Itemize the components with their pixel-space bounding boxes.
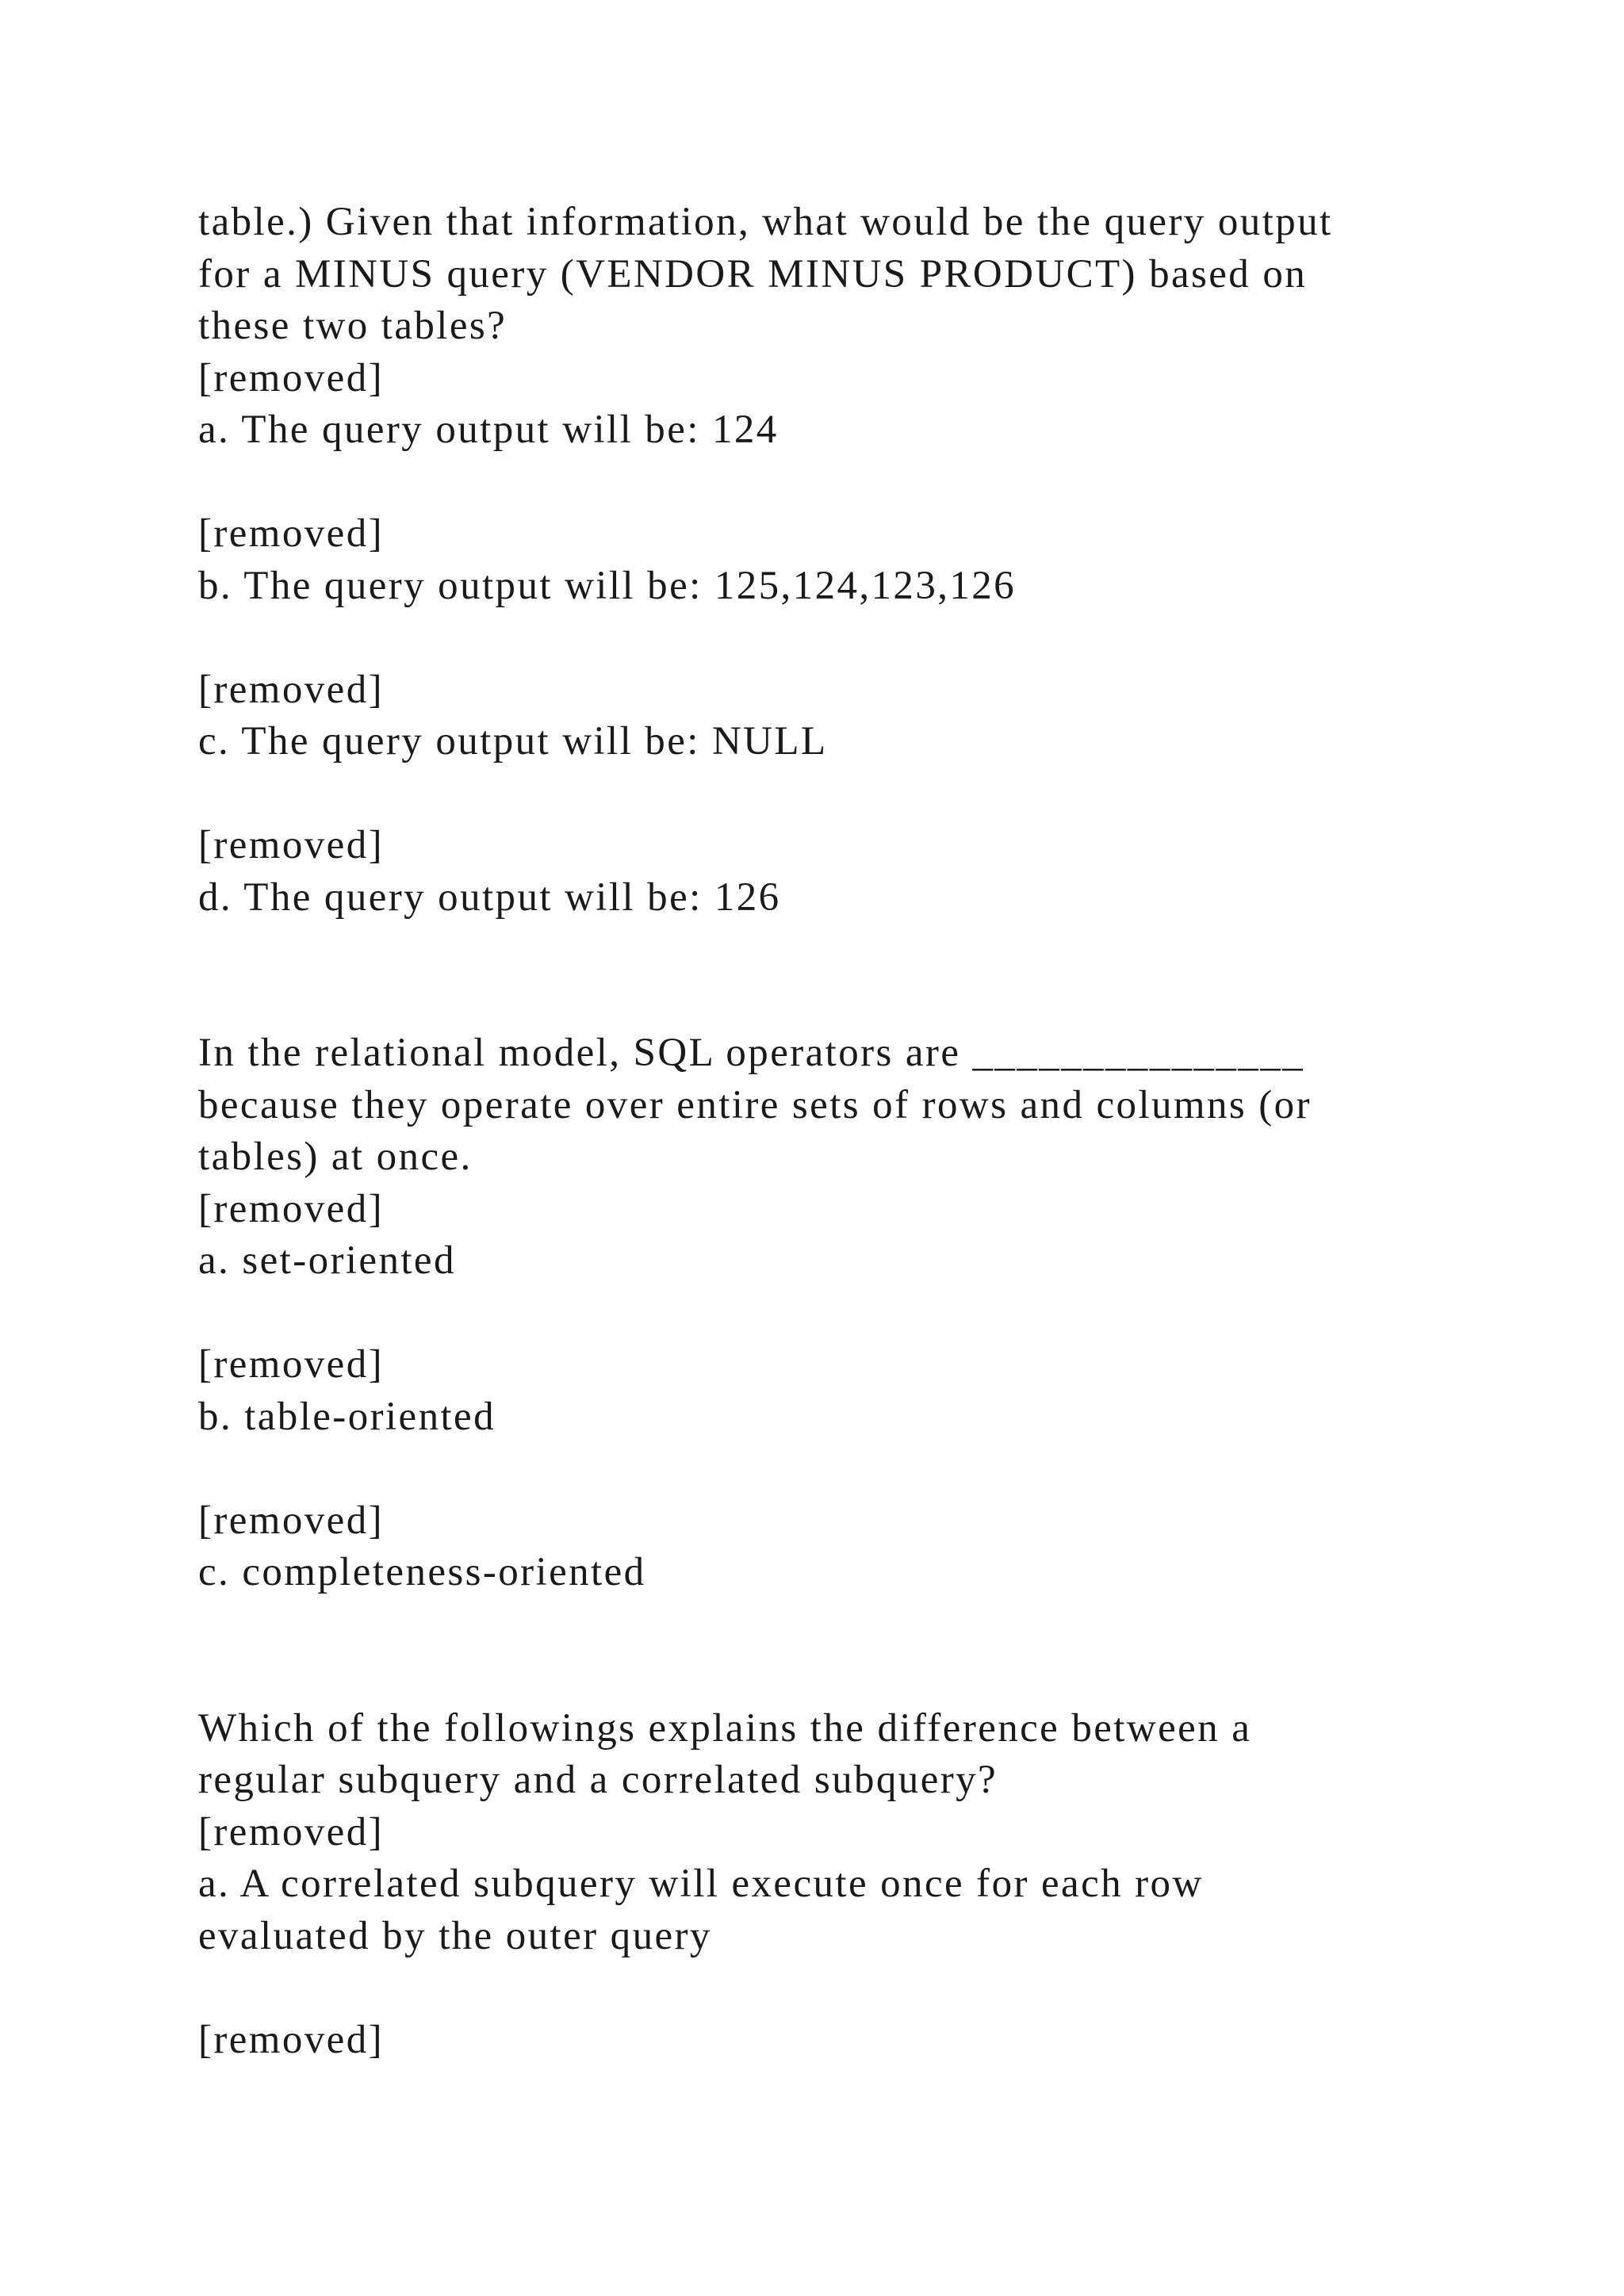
question-2-option-a [198, 1235, 1483, 1288]
blank-line [198, 1962, 1483, 2015]
blank-line [198, 1443, 1483, 1495]
blank-line [198, 924, 1483, 976]
document-page [198, 197, 1483, 2066]
question-1-stem-continued [198, 197, 1483, 353]
question-1-removed-d [198, 820, 1483, 872]
text-line: a. The query output will be: 124 [198, 408, 779, 452]
text-line: table.) Given that information, what would be the query output [198, 200, 1333, 244]
blank-line [198, 976, 1483, 1028]
blank-line [198, 1651, 1483, 1703]
text-line: a. set-oriented [198, 1238, 456, 1283]
text-line: [removed] [198, 1186, 384, 1231]
question-2-removed-c [198, 1495, 1483, 1548]
text-line: evaluated by the outer query [198, 1913, 712, 1958]
question-2-option-b [198, 1391, 1483, 1444]
text-line: these two tables? [198, 304, 508, 348]
blank-line [198, 457, 1483, 509]
question-2-removed-a [198, 1184, 1483, 1236]
text-line: [removed] [198, 355, 384, 400]
text-line: regular subquery and a correlated subquery? [198, 1758, 998, 1802]
text-line: because they operate over entire sets of rows and columns (or [198, 1082, 1312, 1127]
question-3-removed-a [198, 1807, 1483, 1859]
question-1-removed-b [198, 508, 1483, 561]
text-line: [removed] [198, 667, 384, 712]
text-line: [removed] [198, 2017, 384, 2062]
question-1-removed-c [198, 664, 1483, 717]
text-line: [removed] [198, 823, 384, 867]
question-3-stem [198, 1703, 1483, 1807]
text-line: d. The query output will be: 126 [198, 874, 781, 920]
text-line: [removed] [198, 1342, 384, 1387]
text-line: In the relational model, SQL operators are _______________ [198, 1031, 1304, 1075]
text-line: c. completeness-oriented [198, 1550, 646, 1594]
text-line: for a MINUS query (VENDOR MINUS PRODUCT) based on [198, 251, 1308, 297]
question-3-option-a [198, 1858, 1483, 1962]
text-line: a. A correlated subquery will execute once for each row [198, 1862, 1204, 1906]
text-line: tables) at once. [198, 1135, 473, 1179]
text-line: Which of the followings explains the difference between a [198, 1705, 1252, 1751]
question-1-option-b [198, 561, 1483, 613]
question-1-removed-a [198, 353, 1483, 405]
text-line: c. The query output will be: NULL [198, 719, 828, 763]
question-2-removed-b [198, 1339, 1483, 1391]
text-line: [removed] [198, 511, 384, 556]
blank-line [198, 612, 1483, 664]
text-line: b. The query output will be: 125,124,123,126 [198, 563, 1017, 608]
question-3-removed-b [198, 2015, 1483, 2067]
blank-line [198, 768, 1483, 821]
blank-line [198, 1599, 1483, 1651]
text-line: [removed] [198, 1809, 384, 1854]
question-2-option-c [198, 1547, 1483, 1599]
question-2-stem [198, 1027, 1483, 1184]
question-1-option-c [198, 716, 1483, 768]
text-line: b. table-oriented [198, 1394, 496, 1439]
blank-line [198, 1288, 1483, 1340]
question-1-option-a [198, 404, 1483, 457]
text-line: [removed] [198, 1498, 384, 1543]
question-1-option-d [198, 872, 1483, 924]
